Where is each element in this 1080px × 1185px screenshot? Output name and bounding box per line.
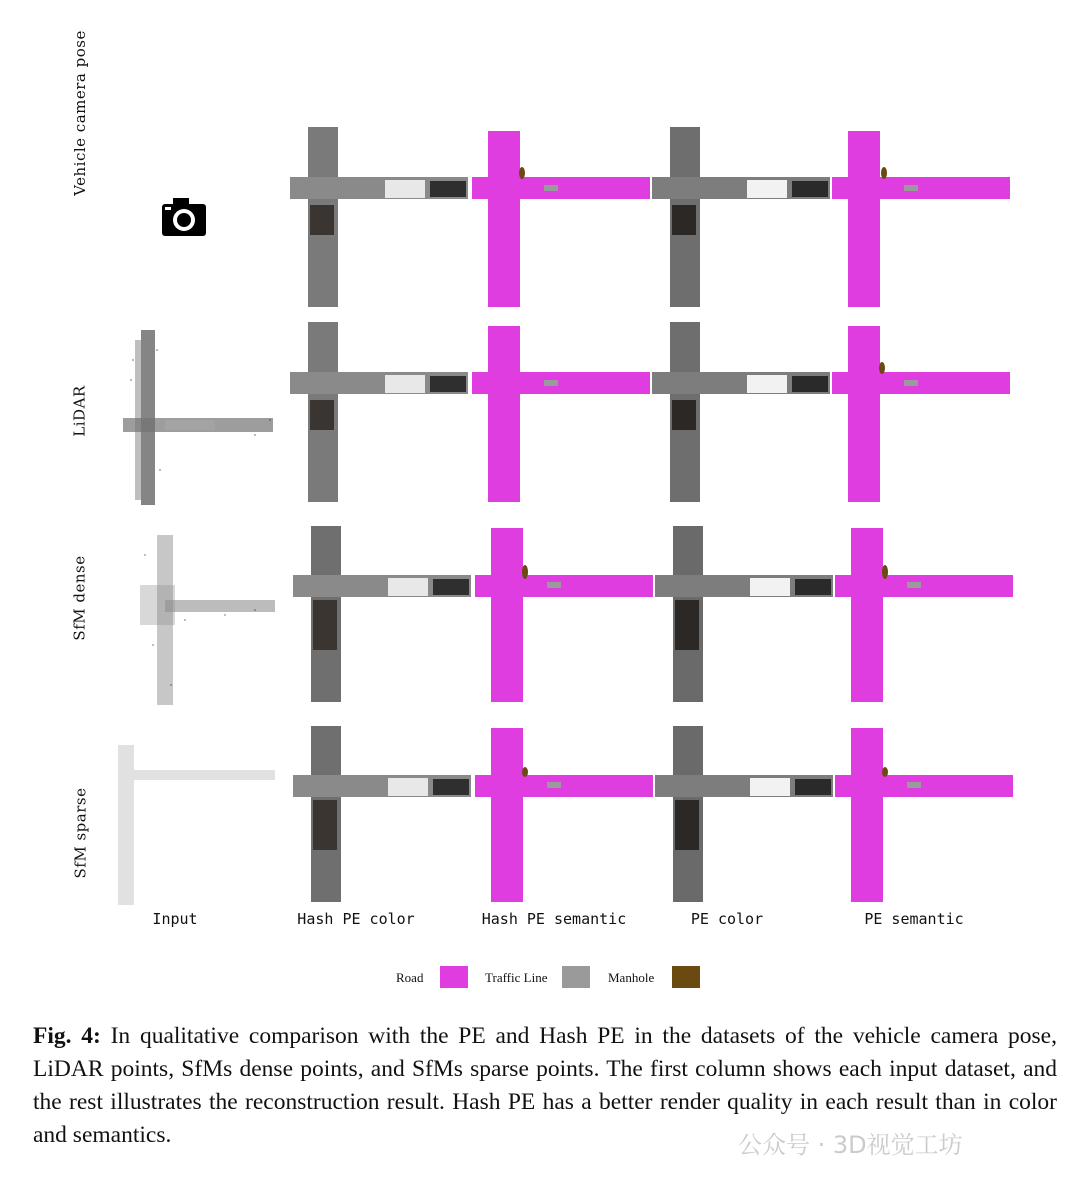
- input-camera-cell: [95, 120, 275, 305]
- hash-pe-semantic-cell-4: [475, 720, 655, 905]
- row-label-sfm-sparse: [60, 740, 100, 925]
- input-lidar-cell: [105, 320, 285, 505]
- row-label-lidar: [60, 318, 100, 503]
- column-label-pe-color: PE color: [690, 910, 764, 928]
- row-label-text: LiDAR: [71, 384, 90, 437]
- row-label-text: SfM sparse: [71, 787, 90, 878]
- hash-pe-color-cell-1: [290, 125, 470, 310]
- pe-color-cell-4: [655, 720, 835, 905]
- column-label-hash-pe-color: Hash PE color: [297, 910, 415, 928]
- pe-semantic-cell-2: [832, 320, 1012, 505]
- hash-pe-color-cell-2: [290, 320, 470, 505]
- input-sfm-sparse-cell: [100, 725, 280, 910]
- caption-label: Fig. 4:: [33, 1023, 101, 1049]
- input-sfm-dense-cell: [105, 525, 285, 710]
- column-label-hash-pe-semantic: Hash PE semantic: [481, 910, 627, 928]
- pe-color-cell-1: [652, 125, 832, 310]
- camera-icon: [95, 120, 275, 305]
- legend-label-traffic-line: Traffic Line: [485, 970, 548, 985]
- column-label-pe-semantic: PE semantic: [864, 910, 964, 928]
- row-label-vehicle-camera-pose: [60, 20, 100, 205]
- legend: [0, 966, 1080, 990]
- pe-semantic-cell-4: [835, 720, 1015, 905]
- legend-swatch-road: [440, 966, 468, 988]
- hash-pe-semantic-cell-3: [475, 520, 655, 705]
- row-label-sfm-dense: [60, 505, 100, 690]
- pe-color-cell-2: [652, 320, 832, 505]
- column-label-input: Input: [152, 910, 198, 928]
- legend-label-road: Road: [396, 970, 424, 985]
- legend-swatch-manhole: [672, 966, 700, 988]
- hash-pe-semantic-cell-1: [472, 125, 652, 310]
- pe-semantic-cell-3: [835, 520, 1015, 705]
- hash-pe-semantic-cell-2: [472, 320, 652, 505]
- legend-swatch-traffic-line: [562, 966, 590, 988]
- caption-text: In qualitative comparison with the PE and Hash PE in the datasets of the vehicle camera pose, LiDAR points, SfMs dense points, and SfMs sparse points. The first column shows each input dataset, and the rest illustrates the reconstruction result. Hash PE has a better render quality in each result than in color and semantics.: [33, 1023, 1057, 1148]
- pe-semantic-cell-1: [832, 125, 1012, 310]
- legend-label-manhole: Manhole: [608, 970, 655, 985]
- watermark: 公众号 · 3D视觉工坊: [738, 1131, 963, 1159]
- hash-pe-color-cell-3: [293, 520, 473, 705]
- row-label-text: SfM dense: [71, 554, 90, 641]
- pe-color-cell-3: [655, 520, 835, 705]
- row-label-text: Vehicle camera pose: [71, 29, 90, 196]
- hash-pe-color-cell-4: [293, 720, 473, 905]
